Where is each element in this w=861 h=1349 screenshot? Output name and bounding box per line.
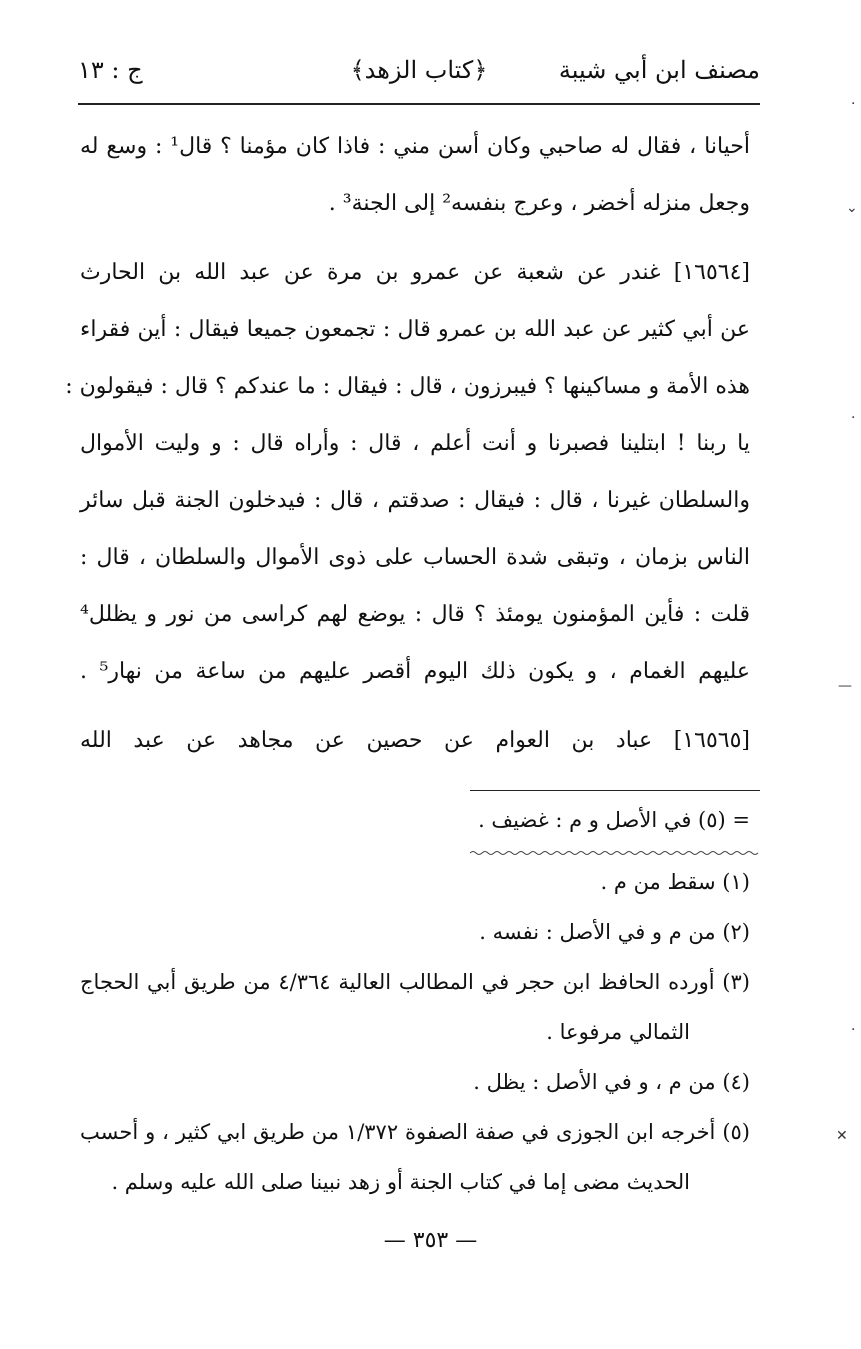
main-text bbox=[65, 118, 750, 769]
margin-mark: — bbox=[838, 678, 852, 694]
text-line: الناس بزمان ، وتبقى شدة الحساب على ذوى الأموال والسلطان ، قال : bbox=[80, 545, 750, 570]
footnote-3: (٣) أورده الحافظ ابن حجر في المطالب العالية ٤/٣٦٤ من طريق أبي الحجاج bbox=[80, 970, 750, 994]
volume-number: ج : ١٣ bbox=[78, 56, 143, 84]
footnote-5: (٥) أخرجه ابن الجوزى في صفة الصفوة ١/٣٧٢ من طريق ابي كثير ، و أحسب bbox=[80, 1120, 750, 1144]
footnote-4: (٤) من م ، و في الأصل : يظل . bbox=[473, 1070, 750, 1094]
page-number: — ٣٥٣ — bbox=[383, 1228, 478, 1253]
text-line: عن أبي كثير عن عبد الله بن عمرو قال : تجمعون جميعا فيقال : أين فقراء bbox=[80, 317, 750, 342]
margin-mark: · bbox=[851, 96, 856, 112]
footnote-1: (١) سقط من م . bbox=[600, 870, 750, 894]
text-line: هذه الأمة و مساكينها ؟ فيبرزون ، قال : فيقال : ما عندكم ؟ قال : فيقولون : bbox=[65, 374, 750, 399]
text-line: أحيانا ، فقال له صاحبي وكان أسن مني : فاذا كان مؤمنا ؟ قال¹ : وسع له bbox=[80, 134, 750, 159]
footnote-wavy-rule bbox=[470, 850, 760, 856]
footnotes bbox=[80, 795, 750, 1207]
footnote-carryover: = (٥) في الأصل و م : غضيف . bbox=[478, 808, 750, 832]
text-line: والسلطان غيرنا ، قال : فيقال : صدقتم ، قال : فيدخلون الجنة قبل سائر bbox=[80, 488, 750, 513]
text-line: يا ربنا ! ابتلينا فصبرنا و أنت أعلم ، قال : وأراه قال : و وليت الأموال bbox=[80, 431, 750, 456]
chapter-title: ﴿كتاب الزهد﴾ bbox=[350, 56, 488, 84]
text-line: وجعل منزله أخضر ، وعرج بنفسه² إلى الجنة³ . bbox=[328, 191, 750, 216]
text-line: قلت : فأين المؤمنون يومئذ ؟ قال : يوضع لهم كراسى من نور و يظلل⁴ bbox=[80, 602, 750, 627]
margin-mark: ⌄ bbox=[846, 200, 858, 216]
book-title: مصنف ابن أبي شيبة bbox=[558, 56, 760, 84]
hadith-16564-line: [١٦٥٦٤] غندر عن شعبة عن عمرو بن مرة عن عبد الله بن الحارث bbox=[80, 260, 750, 285]
text-line: عليهم الغمام ، و يكون ذلك اليوم أقصر عليهم من ساعة من نهار⁵ . bbox=[80, 659, 750, 684]
margin-mark: · bbox=[851, 410, 856, 426]
margin-mark: · bbox=[851, 1022, 856, 1038]
footnote-3-continued: الثمالي مرفوعا . bbox=[546, 1020, 690, 1044]
hadith-16565-line: [١٦٥٦٥] عباد بن العوام عن حصين عن مجاهد عن عبد الله bbox=[80, 728, 750, 753]
header-rule bbox=[78, 103, 760, 105]
footnote-5-continued: الحديث مضى إما في كتاب الجنة أو زهد نبينا صلى الله عليه وسلم . bbox=[111, 1170, 690, 1194]
margin-mark: ✕ bbox=[836, 1128, 848, 1144]
page-header bbox=[78, 50, 760, 100]
footnote-2: (٢) من م و في الأصل : نفسه . bbox=[479, 920, 750, 944]
footnote-separator bbox=[470, 790, 760, 791]
